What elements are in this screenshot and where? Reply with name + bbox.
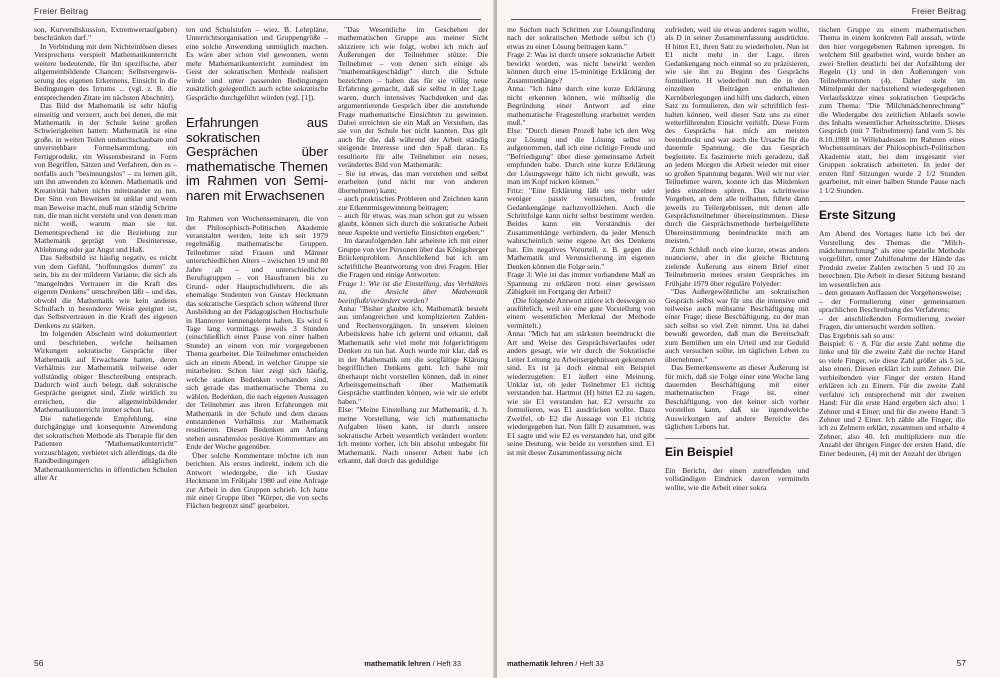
paragraph: son, Kurvendiskussion, Extremwertaufgaben) beschränken darf." <box>34 26 177 43</box>
journal-name: mathematik lehren <box>364 659 431 668</box>
paragraph: Im daraufolgenden Jahr arbeitete ich mit einer Gruppe von vier Personen über das Königsberger Brückenproblem. Anschließend bat ich um schriftliche Beantwortung von drei Fragen. Hier die Fragen und einige Antworten: <box>338 236 488 280</box>
answer: Anna: "Bisher glaubte ich, Mathematik besteht aus umfangreichen und komplizierten Zahlen- und Rechenvorgängen. In unserem kleinen Arbeitskreis habe ich gelernt und erkannt, daß Mathematik sehr viel mehr mit folgerichtigem Denken zu tun hat. Auch wurde mir klar, daß es in der Mathematik um die sorgfältige Klärung begrifflichen Denkens geht. Ich habe mir überhaupt nicht vorstellen können, daß in einer Arbeitsgemeinschaft über Mathematik Gespräche stattfinden können, wie wir sie erlebt haben." <box>338 303 488 406</box>
running-head: Freier Beitrag <box>911 6 966 16</box>
paragraph: Zum Schluß noch eine kurze, etwas anders nuancierte, aber in die gleiche Richtung zielende Äußerung aus einem Brief einer Teilnehmerin meines ersten Gespräches im Frühjahr 1979 über reguläre Polyeder: <box>665 244 809 288</box>
answer: Fritz: "Eine Erklärung läßt uns mehr oder weniger passiv versuchen, fremde Gedankengänge nachzuvollziehen. Auch die Schrittfolge kann nicht selbst bestimmt werden. Beides kann ein Verständnis der Zusammenhänge verhindern, da jeder Mensch wahrscheinlich seine eigene Art des Denkens hat. Ein negatives Vorurteil, z. B. gegen die Mathematik und Verunsicherung im eigenen Denken können die Folge sein." <box>507 185 655 271</box>
right-column-2 <box>665 26 809 626</box>
right-column-3 <box>819 26 965 626</box>
answer: Else: "Meine Einstellung zur Mathematik, d. h. meine Vorstellung, wie ich mathematische Aufgaben lösen kann, ist durch unsere sokratische Arbeit wesentlich verändert worden: Ich meinte vorher, ich bin absolut unbegabt für Mathematik. Nach unserer Arbeit habe ich erkannt, daß durch das geduldige <box>338 405 488 466</box>
section-heading: Ein Beispiel <box>665 438 809 459</box>
right-page <box>497 0 1000 678</box>
question: Frage 3: Wie ist das immer vorhandene Maß an Spannung zu erklären trotz einer gewissen Zähigkeit im Fortgang der Arbeit? <box>507 270 655 297</box>
list-item: – auch praktisches Probleren und Zeichnen kann zur Erkenntnisgewinnung beitragen; <box>338 194 488 212</box>
example: Beispiel: 6 · 8. Für die erste Zahl nehme die linke und für die zweite Zahl die rechte Hand so viele Finger, wie diese Zahl größer als 5 ist, also einen. Diesen erklärt ich zum Zehner. Die verbleibenden vier Finger der ersten Hand erklären ich zu Einern. Für die zweite Zahl verfahre ich entsprechend mit der zweiten Hand: Für die erste Hand ergeben sich also: 1 Zehner und 4 Einer; und für die zweite Hand: 3 Zehner und 2 Einer. Ich zähle alle Finger, die ich zu Zehnern erklärt, zusammen und erhalte 4 Zehner, also 40. Ich multipliziere nun die Anzahl der übrigen Finger der ersten Hand, die Einer bedeuten, (4) mit der Anzahl der übrigen <box>819 338 965 458</box>
list-item: – dem genauen Auffassen der Vorgehensweise; <box>819 288 962 298</box>
page-number: 57 <box>956 658 966 668</box>
paragraph: Das Selbstbild ist häufig negativ, es reicht von dem Gefühl, "hoffnungslos dumm" zu sein, bis zu der milderen Variante, die sich als "mangelndes Vertrauen in die Kraft des eigenen Denkens" umschreiben läßt – und das, obwohl die Mathematik wie kein anderes Schulfach in besonderer Weise geeignet ist, das Selbstvertrauen in die Kraft des eigenen Denkens zu stärken. <box>34 253 177 330</box>
paragraph: Das Bemerkenswerte an dieser Äußerung ist für mich, daß sie Folge einer eine Woche lang dauernden Beschäftigung mit einer mathematischen Frage ist, einer Beschäftigung, von der keiner sich vorher vorstellen kann, daß sie irgendwelche Auswirkungen auf andere Bereiche des täglichen Lebens hat. <box>665 363 809 432</box>
paragraph: Über solche Kommentare möchte ich nun berichten. Als erstes indirekt, indem ich die Antwort wiedergebe, die ich Gustav Heckmann im Frühjahr 1980 auf eine Anfrage zur Arbeit in den Gruppen schrieb. Ich hatte mit einer Gruppe über "Körper, die von sechs Flächen begrenzt sind" gearbeitet. <box>186 450 328 511</box>
paragraph: Das Ergebnis sah so aus: <box>819 330 895 340</box>
right-column-1 <box>507 26 655 626</box>
answer: Anna: "Ich hätte durch eine kurze Erklärung nicht erkennen können, wie mühselig die Begründung einer Antwort auf eine mathematische Fragestellung erarbeitet werden muß." <box>507 84 655 127</box>
running-head: Freier Beitrag <box>34 6 89 16</box>
list-item: – der anschließenden Formulierung zweier Fragen, die untersucht werden sollten. <box>819 313 965 332</box>
list-item: – Sie ist etwas, das man verstehen und selbst erarbeiten (und nicht nur von anderen übernehmen) kann; <box>338 168 488 195</box>
journal-footer <box>364 659 461 668</box>
left-column-1 <box>34 26 177 626</box>
journal-footer <box>507 659 604 668</box>
header-rule <box>511 19 966 20</box>
left-column-3 <box>338 26 488 626</box>
paragraph: (Die folgende Antwort zitiere ich deswegen so ausführlich, weil sie eine gute Vorstellung von einem wesentlichen Merkmal der Methode vermittelt.) <box>507 295 655 330</box>
issue-number: / Heft 33 <box>432 659 461 668</box>
issue-number: / Heft 33 <box>575 659 604 668</box>
page-number: 56 <box>34 658 44 668</box>
paragraph: me Suchen nach Schritten zur Lösungsfindung nach der sokratischen Methode selbst ich (!) etwas zu einer Lösung beitragen kann." <box>507 26 655 51</box>
paragraph: In Verbindung mit dem Nichteinlösen dieses Versprechens verspielt Mathematikunterricht weitere bedeutende, für ihn spezifische, aber allgemeinbildende Chancen: Selbstvergewisserung des eigenen Erkennens, Einsicht in die Bedingungen des Irrtums ... (vgl. z. B. die entsprechenden Zitate im nächsten Abschnitt). <box>34 41 177 102</box>
list-item: – der Formulierung einer gemeinsamen sprachlichen Beschreibung des Verfahrens; <box>819 296 965 315</box>
paragraph: Ein Bericht, der einen zutreffenden und vollständigen Eindruck davon vermitteln wollte, wie die Arbeit einer sokra <box>665 465 809 492</box>
paragraph: Die naheliegende Empfehlung, eine durchgängige und konsequente Anwendung der sokratischen Methode als Therapie für den Patienten "Mathematikunterricht" vorzuschlagen, verbietet sich allerdings, da die Randbedingungen alltäglichen Mathematikunterrichts in öffentlichen Schulen aller Ar <box>34 413 177 483</box>
list-item: – auch für etwas, was man schon gut zu wissen glaubt, können sich durch die sokratische Arbeit neue Aspekte und vertiefte Einsichten ergeben." <box>338 210 488 237</box>
quote: "Das Außergewöhnliche am sokratischen Gespräch selbst war für uns die intensive und teilweise auch mühsame Beschäftigung mit einer Frage; diese Beschäftigung, zu der man sich selbst so viel Zeit nimmt. Uns ist dabei bewußt geworden, daß man die Bereitschaft zum Bemühen um ein Urteil und zur Geduld auch versuchen sollte, im täglichen Leben zu übernehmen." <box>665 287 809 364</box>
paragraph: tischen Gruppe zu einem mathematischen Thema in einem konkreten Fall aussah, würde den hier vorgegebenen Rahmen sprengen. In welchem Stil gearbeitet wird, wurde bisher an zwei Stellen deutlich: bei der Aufzählung der Regeln (1) und in den Äußerungen von Teilnehmerinnen (4). Daher steht im Mittelpunkt der nachstehend wiedergegebenen Verlaufsskizze eines sokratischen Gesprächs zum Thema: "Die 'Milchmädchenrechnung'" die Wiedergabe des zeitlichen Ablaufs sowie des Inhalts wesentlicher Arbeitsschritte. Dieses Gespräch (mit 7 Teilnehmern) fand vom 5. bis 8.10.1988 in Willebadessen im Rahmen eines Wochenseminars der Philosophisch-Politischen Akademie statt, bei dem insgesamt vier Gruppen sokratisch arbeiteten. In jeder der ersten fünf Sitzungen wurde 2 1/2 Stunden gearbeitet, mit einer halben Stunde Pause nach 1 1/2 Stunden. <box>819 26 965 195</box>
question: Frage 2: Was ist durch unsere sokratische Arbeit bewirkt worden, was nicht bewirkt werden können durch eine 15-minütige Erklärung der Zusammenhänge? <box>507 50 655 85</box>
journal-name: mathematik lehren <box>507 659 574 668</box>
answer: Anna: "Mich hat am stärksten beeindruckt die Art und Weise des Gesprächsverlaufes oder anders gesagt, wie wir durch die Sokratische Leiter Leitung zu Arbeitsergebnissen gekommen sind. Es ist ja doch einmal ein Beispiel wiederzugeben: E1 äußert eine Meinung. Unklar ist, ob jeder Teilnehmer E1 richtig verstanden hat. Hartmut (H) bittet E2 zu sagen, wie sie E1 verstanden hat. E2 versucht zu formulieren, was E1 ausdrücken wollte. Dazu Zweifel, ob E2 die Aussage von E1 richtig wiedergegeben hat. Nun fällt D zusammen, was E1 sagte und wie E2 es verstanden hat, und gibt seine Deutung, wie beide zu verstehen sind. E1 ist mit dieser Zusammenfassung nicht <box>507 329 655 457</box>
section-heading: Erfahrungen aus sokratischen Gesprächen über mathematische Themen im Rahmen von Seminaren mit Erwachsenen <box>186 115 328 203</box>
answer: Else: "Durch diesen Prozeß habe ich den Weg zur Lösung und die Lösung selbst so aufgenommen, daß ich eine richtige Freude und "Befriedigung" über diese gemeinsame Arbeit empfunden habe. Durch eine kurze Erklärung der Lösungswege hätte ich nicht gewußt, was man im Kopf nicken können." <box>507 126 655 187</box>
paragraph: Am Abend des Vortages hatte ich bei der Vorstellung des Themas die "Milchmädchenrechnung" als eine spezielle Methode vorgeführt, unter Zuhilfenahme der Hände das Produkt zweier Zahlen zwischen 5 und 10 zu berechnen. Die Arbeit in dieser Sitzung bestand im wesentlichen aus <box>819 229 965 289</box>
paragraph: Das Bild der Mathematik ist sehr häufig einseitig und verzerrt, auch bei denen, die mit Mathematik in der Schule keine großen Schwierigkeiten hatten: Mathematik ist eine große, in weiten Teilen undurchschaubare und unverstehbare Formelsammlung, ein Fertigprodukt, ein Wissensbestand in Form von Begriffen, Sätzen und Verfahren, den es – notfalls auch "besinnungslos" – zu lernen gilt, um ihn anwenden zu können. Mathematik und Kreativität haben nichts miteinander zu tun. Der Sinn von Beweisen ist unklar und wenn man Beweise macht, muß man ständig Schritte tun, die man nicht versteht und von denen man nicht weiß, warum man sie tut. Dementsprechend ist die Beziehung zur Mathematik geprägt von Desinteresse, Ablehnung oder gar Angst und Haß. <box>34 101 177 254</box>
question: Frage 1: Wie ist die Einstellung, das Verhältnis zu, die Ansicht über Mathematik beeinflußt/verändert worden? <box>338 278 488 305</box>
paragraph: Im Rahmen von Wochenseminaren, die von der Philosophisch-Politischen Akademie veranstaltet werden, leite ich seit 1979 regelmäßig mathematische Gruppen. Teilnehmer sind Frauen und Männer unterschiedlichen Alters – zwischen 19 und 80 Jahre alt – und unterschiedlicher Berufsgruppen – von Hausfrauen bis zu Grund- oder Hauptschullehrern, die als ehemalige Studenten von Gustav Heckmann das sokratische Gespräch schon während ihrer Ausbildung an der Pädagogischen Hochschule in Hannover kennengelernt haben. Es wird 6 Tage lang vormittags jeweils 3 Stunden (einschließlich einer Pause von einer halben Stunde) an einem von mir vorgegebenen Thema gearbeitet. Die Teilnehmer entscheiden sich an einem Abend, in welcher Gruppe sie mitarbeiten. Schon hier zeigt sich häufig, welche starken Bedenken vorhanden sind, sich gerade das mathematische Thema zu wählen. Bedenken, die nach eigenen Aussagen der Teilnehmer aus ihren Erfahrungen mit Mathematik in der Schule und dem daraus entstandenen Verhältnis zur Mathematik resultieren. Diesen Bedenken am Anfang stehen ausnahmslos positive Kommentare am Ende der Woche gegenüber. <box>186 214 328 452</box>
header-rule <box>34 19 481 20</box>
paragraph: ten und Schulstufen – wiez. B. Lehrpläne, Unterrichtsorganisation und Gruppengröße – eine solche Anwendung unmöglich machen. Es wäre aber schon viel gewonnen, wenn mehr Mathematikunterricht zumindest im Geist der sokratischen Methode realisiert würde und unter passenden Bedingungen zusätzlich gelegentlich auch echte sokratische Gespräche durchgeführt würden (vgl. [1]). <box>186 26 328 102</box>
paragraph: "Das Wesentliche im Geschehen der mathematischen Gruppe aus meiner Sicht skizziere ich wie folgt, wobei ich mich auf Äußerungen der Teilnehmer stütze: Die Teilnehmer – von denen sich einige als "mathematikgeschädigt" durch die Schule bezeichnen – haben das für sie völlig neue Erfahrung gemacht, daß sie selbst in der Lage waren, durch intensives Nachdenken und das argumentierende Gespräch über die anstehende Frage mathematische Einsichten zu gewinnen. Dabei erreichten sie ein Maß an Verstehen, das sie von der Schule her nicht kannten. Das gilt auch für die, daß während der Arbeit ständig steigende Interesse und den Spaß daran. Es resultierte für alle Teilnehmer ein neues, verändertes Bild von Mathematik: <box>338 26 488 170</box>
paragraph: zufrieden, weil sie etwas anderes sagen wollte, als D in seiner Zusammenfassung ausdrückte. H bittet E1, ihren Satz zu wiederholen. Nun ist E1 nicht mehr in der Lage, ihren Gedankengang noch einmal so zu präzisieren, wie sie ihn zu Beginn des Gesprächs formulierte. H wiederholt nun die in den einzelnen Beiträgen enthaltenen Kernüberlegungen und hilft uns dadurch, einen Satz zu formulieren, den wir schriftlich festhalten können, weil dieser Satz uns zu einer weiterführenden Einsicht verhilft. Diese Form des Gesprächs hat mich am meisten beeindruckt und war auch die Ursache für die dauernde Spannung, die das Gespräch begleitete. Es faszinierte mich geradezu, daß an jedem Morgen die Arbeit wieder mit einer so großen Spannung begann. Weil wir nur vier Teilnehmer waren, konnte ich das Mitdenken jedes einzelnen spüren. Das schrittweise Vorgehen, an dem alle teilhatten, führte dann jeweils zu Teilergebnissen, mit denen alle Gesprächsteilnehmer übereinstimmten. Diese durch die Gesprächsmethode herbeigeführte Übereinstimmung beeindruckte mich am meisten." <box>665 26 809 246</box>
section-heading: Erste Sitzung <box>819 201 965 222</box>
left-column-2 <box>186 26 328 626</box>
paragraph: Im folgenden Abschnitt wird dokumentiert und beschrieben, welche heilsamen Wirkungen sokratische Gespräche über Mathematik auf Erwachsene hatten, deren Verhältnis zur Mathematik teilweise oder vollständig obiger Beschreibung entsprach. Dadurch wird auch belegt, daß sokratische Gespräche geeignet sind, Ziele wirklich zu erreichen, die allgemeinbildender Mathematikunterricht immer schon hat. <box>34 329 177 415</box>
left-page <box>0 0 495 678</box>
